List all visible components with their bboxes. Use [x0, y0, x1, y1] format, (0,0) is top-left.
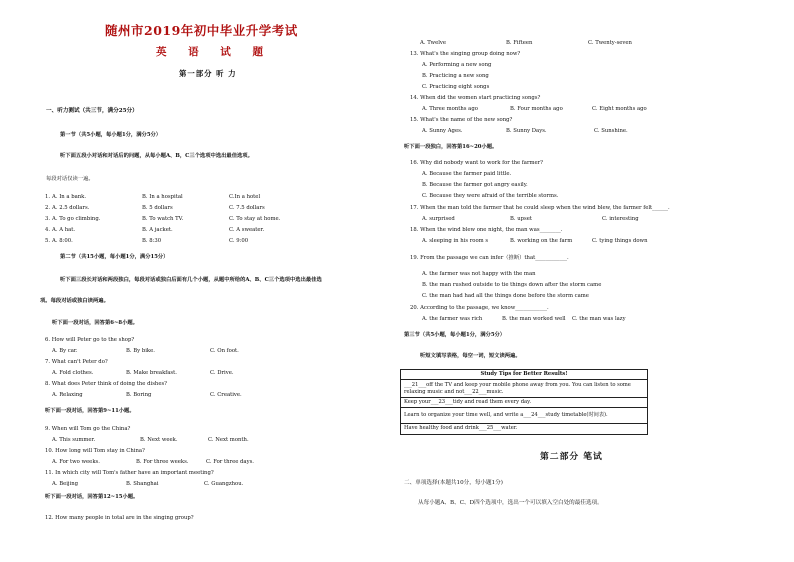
- question-stem: 20. According to the passage, we know____________.: [410, 305, 549, 311]
- option-b[interactable]: B. working on the farm: [510, 238, 573, 244]
- option-b[interactable]: B. 5 dollars: [142, 205, 173, 211]
- option-c[interactable]: C. Creative.: [210, 392, 242, 398]
- question-stem: 7. What can't Peter do?: [45, 359, 108, 365]
- listening-subsection: 听下面一段对话，回答第9~11小题。: [45, 408, 135, 414]
- option-a[interactable]: A. the farmer was not happy with the man: [422, 271, 536, 277]
- option-c[interactable]: C. Drive.: [210, 370, 234, 376]
- option-c[interactable]: C. the man was lazy: [572, 316, 626, 322]
- option-b[interactable]: B. Shanghai: [126, 481, 159, 487]
- option-a[interactable]: A. This summer.: [52, 437, 96, 443]
- option-a[interactable]: A. 2.5 dollars.: [52, 205, 90, 211]
- option-a[interactable]: A. Beijing: [52, 481, 79, 487]
- section2-instruction-cont: 项。每段对话或独白读两遍。: [40, 298, 109, 304]
- listening-subsection: 听下面一段对话，回答第12~15小题。: [45, 494, 139, 500]
- option-c[interactable]: C. Sunshine.: [594, 128, 628, 134]
- question-stem: 11. In which city will Tom's father have an important meeting?: [45, 470, 214, 476]
- exam-title: 随州市2019年初中毕业升学考试: [105, 23, 298, 38]
- question-stem: 16. Why did nobody want to work for the farmer?: [410, 160, 544, 166]
- question-stem: 8. What does Peter think of doing the dishes?: [45, 381, 168, 387]
- question-stem: 19. From the passage we can infer（推断）that____________.: [410, 255, 569, 261]
- section2-heading: 第二节（共15小题，每小题1分，满分15分）: [60, 254, 169, 260]
- question-stem: 15. What's the name of the new song?: [410, 117, 513, 123]
- option-b[interactable]: B. Make breakfast.: [126, 370, 177, 376]
- option-a[interactable]: A. In a bank.: [52, 194, 87, 200]
- option-b[interactable]: B. Next week.: [140, 437, 178, 443]
- part-two-heading: 第二部分 笔试: [540, 452, 603, 462]
- study-tips-table: [400, 369, 648, 435]
- table-title: Study Tips for Better Results!: [401, 370, 648, 380]
- single-choice-heading: 二、单项选择(本题共10分，每小题1分): [404, 480, 503, 486]
- listening-subsection: 听下面一段对话，回答第6~8小题。: [52, 320, 138, 326]
- option-b[interactable]: B. upset: [510, 216, 533, 222]
- option-c[interactable]: C. Because they were afraid of the terrible storms.: [422, 193, 559, 199]
- option-b[interactable]: B. For three weeks.: [136, 459, 189, 465]
- option-b[interactable]: B. Boring: [126, 392, 152, 398]
- option-b[interactable]: B. Fifteen: [506, 40, 533, 46]
- option-c[interactable]: C. the man had had all the things done before the storm came: [422, 293, 589, 299]
- question-stem: 6. How will Peter go to the shop?: [45, 337, 135, 343]
- option-c[interactable]: C. Eight months ago: [592, 106, 647, 112]
- section2-instruction: 听下面三段长对话和两段独白，每段对话或独白后面有几个小题，从题中所给的A、B、C三个选项中选出最佳选: [60, 277, 322, 283]
- question-stem: 12. How many people in total are in the singing group?: [45, 515, 194, 521]
- section3-heading: 第三节（共5小题，每小题1分，满分5分）: [404, 332, 506, 338]
- question-stem: 10. How long will Tom stay in China?: [45, 448, 145, 454]
- option-a[interactable]: A. A hat.: [52, 227, 76, 233]
- option-a[interactable]: A. 8:00.: [52, 238, 73, 244]
- option-b[interactable]: B. the man rushed outside to tie things down after the storm came: [422, 282, 602, 288]
- option-a[interactable]: A. Twelve: [420, 40, 447, 46]
- table-row: Have healthy food and drink___25___water.: [401, 424, 648, 434]
- single-choice-instruction: 从每小题A、B、C、D四个选项中，选出一个可以填入空白处的最佳选项。: [418, 500, 603, 506]
- option-c[interactable]: C. Practicing eight songs: [422, 84, 490, 90]
- option-c[interactable]: C. 7.5 dollars: [229, 205, 265, 211]
- option-a[interactable]: A. sleeping in his room s: [422, 238, 489, 244]
- option-b[interactable]: B. Sunny Days.: [506, 128, 547, 134]
- option-c[interactable]: C. Twenty-seven: [588, 40, 632, 46]
- listening-header: 一、听力测试（共三节，满分25分）: [46, 108, 138, 114]
- part-one-heading: 第一部分 听 力: [179, 69, 237, 78]
- option-a[interactable]: A. Sunny Ages.: [422, 128, 463, 134]
- option-a[interactable]: A. Because the farmer paid little.: [422, 171, 512, 177]
- option-c[interactable]: C. A sweater.: [229, 227, 265, 233]
- option-c[interactable]: C. Next month.: [208, 437, 249, 443]
- section1-heading: 第一节（共5小题，每小题1分，满分5分）: [60, 132, 162, 138]
- option-c[interactable]: C. interesting: [602, 216, 639, 222]
- option-c[interactable]: C. Guangzhou.: [204, 481, 244, 487]
- option-c[interactable]: C. To stay at home.: [229, 216, 281, 222]
- option-a[interactable]: A. Performing a new song: [422, 62, 492, 68]
- question-stem: 13. What's the singing group doing now?: [410, 51, 521, 57]
- option-b[interactable]: B. the man worked well: [502, 316, 566, 322]
- question-stem: 18. When the wind blew one night, the man was________.: [410, 227, 563, 233]
- option-a[interactable]: A. Relaxing: [52, 392, 83, 398]
- question-stem: 14. When did the women start practicing songs?: [410, 95, 541, 101]
- section1-instruction: 听下面五段小对话和对话后的问题，从每小题A、B，C三个选项中选出最佳选项。: [60, 153, 253, 159]
- option-b[interactable]: B. To watch TV.: [142, 216, 184, 222]
- option-b[interactable]: B. Practicing a new song: [422, 73, 489, 79]
- table-row: Learn to organize your time well, and write a___24___study timetable(时间表).: [401, 408, 648, 424]
- option-b[interactable]: B. In a hospital: [142, 194, 183, 200]
- question-stem: 9. When will Tom go the China?: [45, 426, 131, 432]
- option-c[interactable]: C. On foot.: [210, 348, 239, 354]
- option-a[interactable]: A. Fold clothes.: [52, 370, 94, 376]
- option-c[interactable]: C. 9:00: [229, 238, 249, 244]
- option-c[interactable]: C. tying things down: [592, 238, 648, 244]
- option-b[interactable]: B. By bike.: [126, 348, 155, 354]
- question-stem: 17. When the man told the farmer that he could sleep when the wind blew, the farmer felt______.: [410, 205, 670, 211]
- table-row: Keep your___23___tidy and read them every day.: [401, 397, 648, 407]
- option-a[interactable]: A. Three months ago: [422, 106, 478, 112]
- section1-note: 每段对话仅读一遍。: [46, 176, 94, 182]
- option-b[interactable]: B. 8:30: [142, 238, 162, 244]
- option-b[interactable]: B. A jacket.: [142, 227, 173, 233]
- listening-subsection: 听下面一段独白，回答第16~20小题。: [404, 144, 498, 150]
- option-a[interactable]: A. the farmer was rich: [422, 316, 483, 322]
- option-b[interactable]: B. Four months ago: [510, 106, 563, 112]
- option-b[interactable]: B. Because the farmer got angry easily.: [422, 182, 528, 188]
- option-a[interactable]: A. For two weeks.: [52, 459, 100, 465]
- exam-subtitle: 英 语 试 题: [156, 46, 272, 58]
- option-a[interactable]: A. By car.: [52, 348, 78, 354]
- option-a[interactable]: A. To go climbing.: [52, 216, 101, 222]
- option-a[interactable]: A. surprised: [422, 216, 455, 222]
- table-row: ___21___off the TV and keep your mobile phone away from you. You can listen to some relaxing music and not___22___music.: [401, 380, 648, 397]
- section3-instruction: 听短文填写表格，每空一词，短文读两遍。: [420, 353, 521, 359]
- option-c[interactable]: C.In a hotel: [229, 194, 261, 200]
- option-c[interactable]: C. For three days.: [206, 459, 254, 465]
